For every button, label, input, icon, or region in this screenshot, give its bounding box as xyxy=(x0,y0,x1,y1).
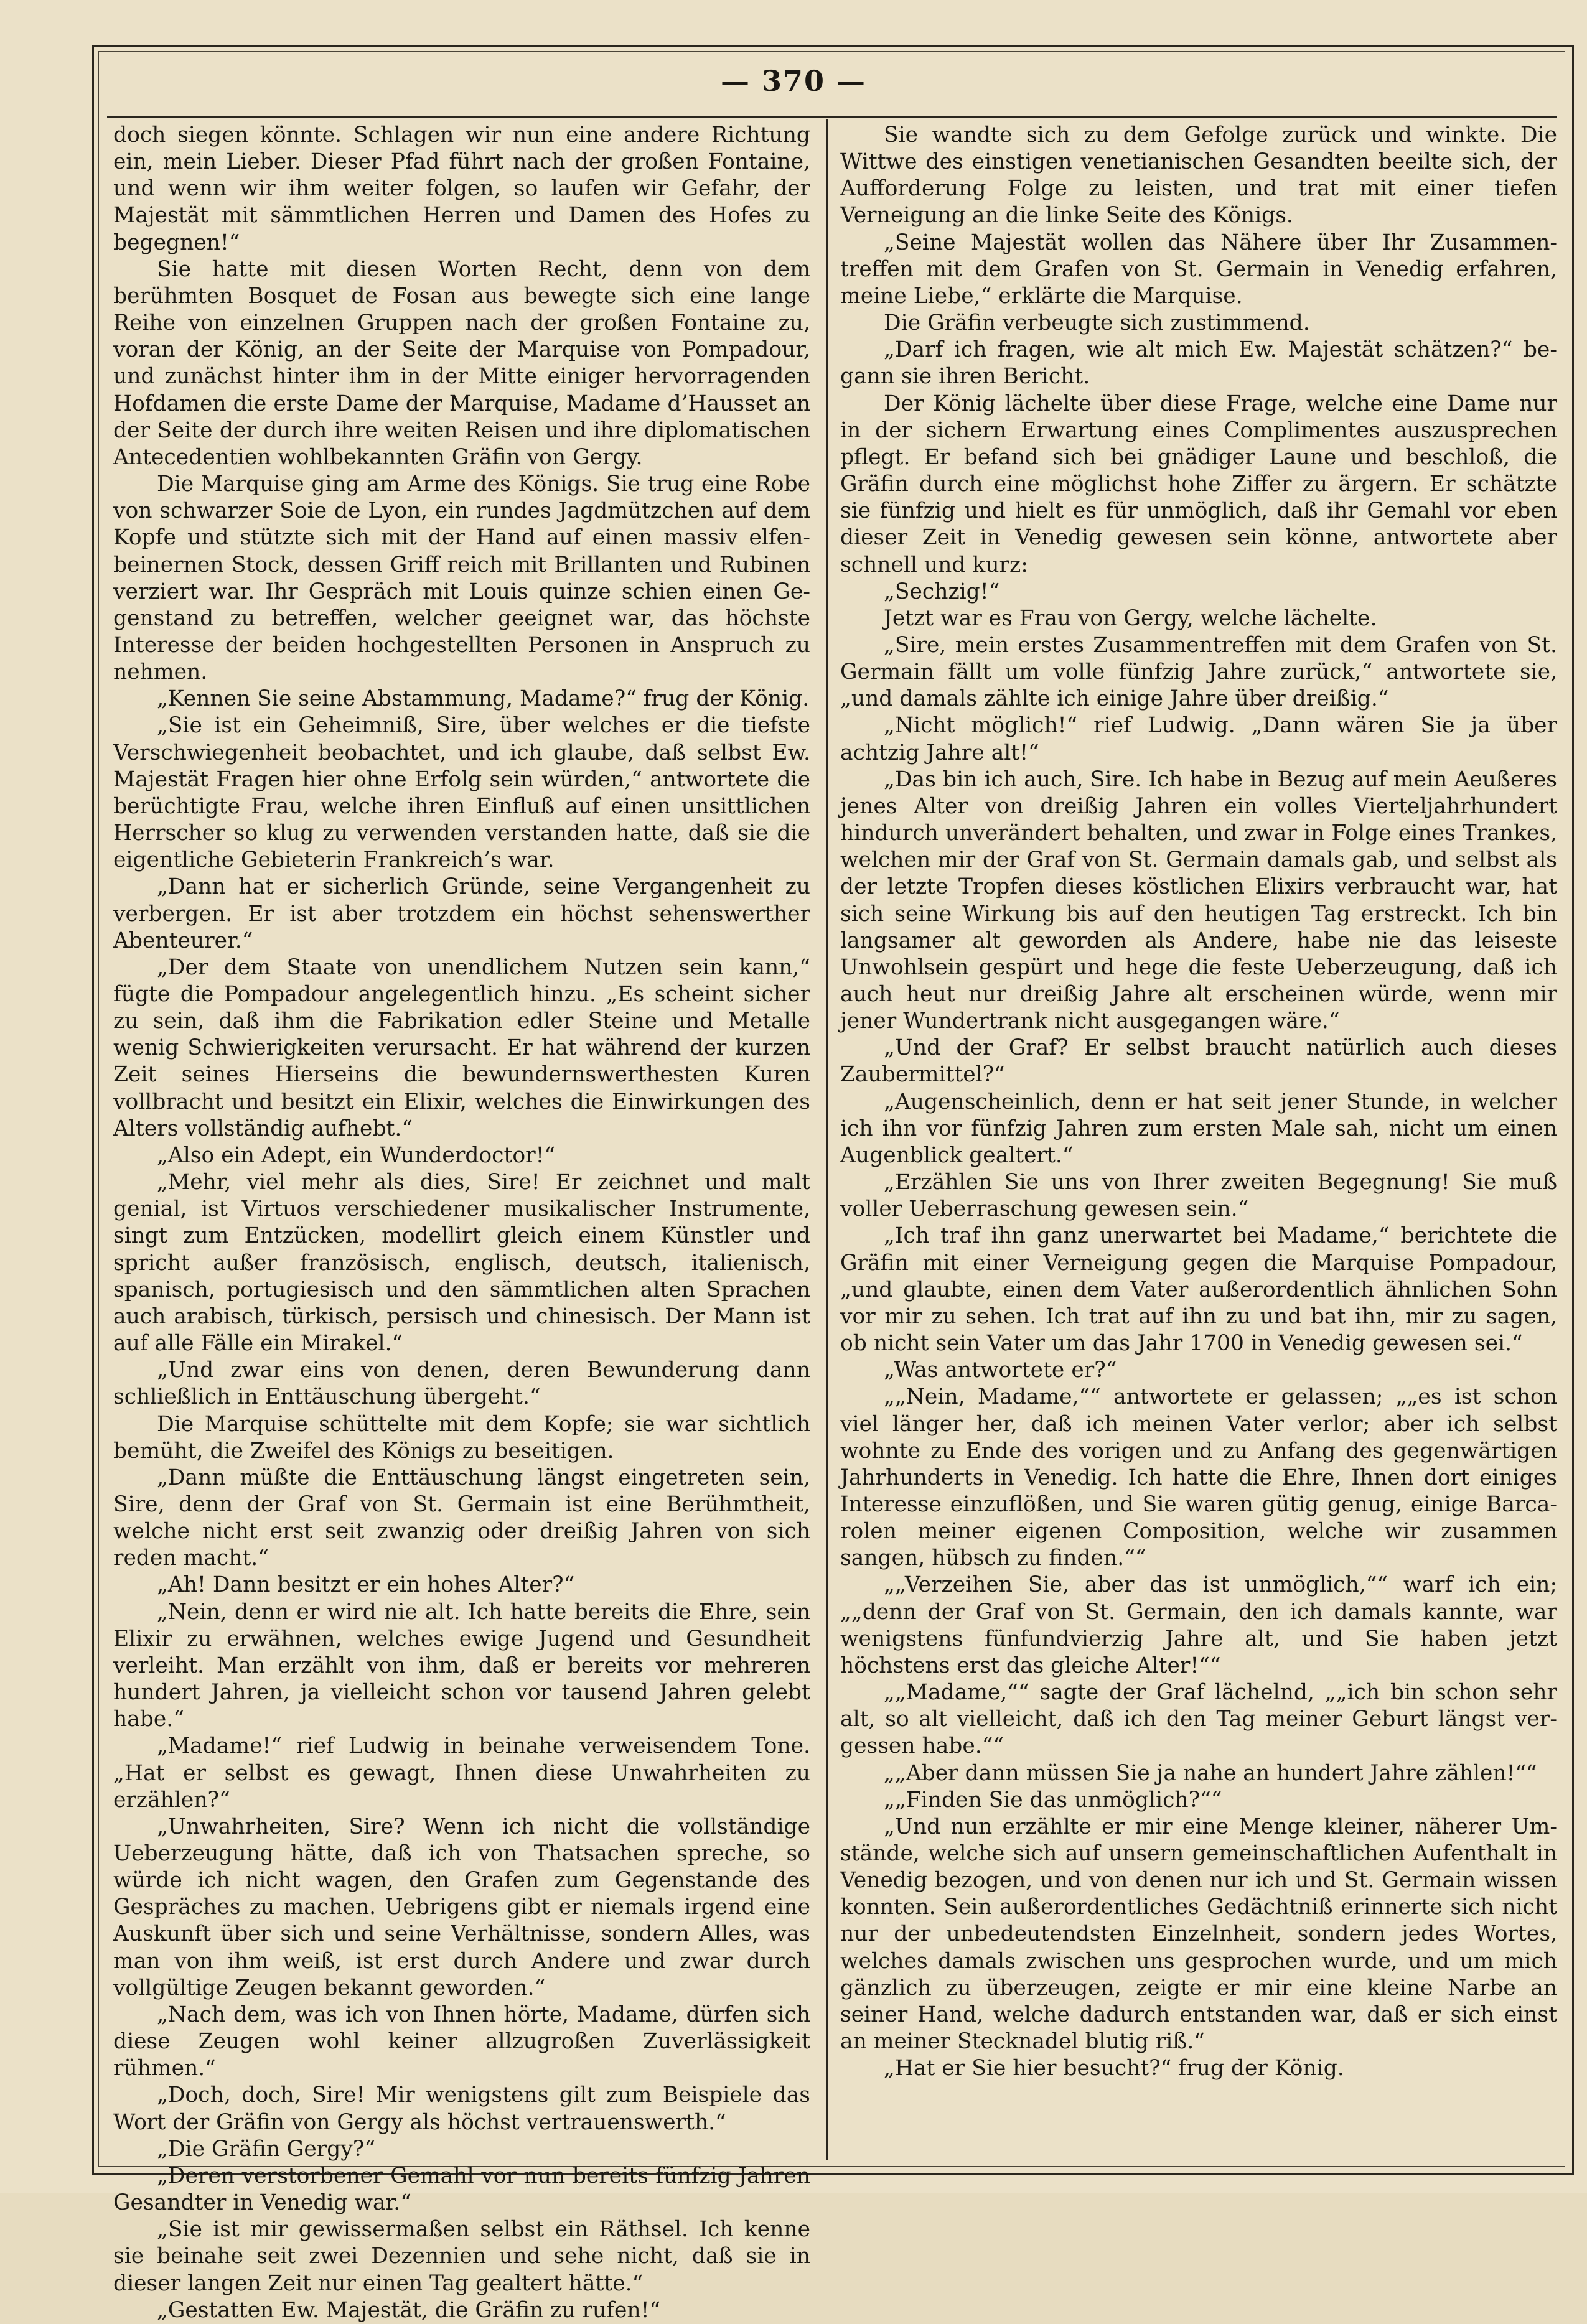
paragraph: „Also ein Adept, ein Wunderdoctor!“ xyxy=(157,1142,556,1168)
paragraph: „Doch, doch, Sire! Mir wenigstens gilt zum Beispiele das Wort der Gräfin von Gergy als höchst vertrauenswerth.“ xyxy=(113,2083,810,2135)
paragraph: „Der dem Staate von unendlichem Nutzen sein kann,“ fügte die Pompadour angelegentlich hinzu. „Es scheint sicher zu sein, daß ihm die Fabrikation edler Steine und Metalle wenig Schwierigkeiten verursacht. Er hat während der kurzen Zeit seines Hierseins die bewundernswerthesten Kuren vollbracht und besitzt ein Elixir, welches die Einwirkungen des Alters vollständig aufhebt.“ xyxy=(113,954,810,1141)
paragraph: „Nein, denn er wird nie alt. Ich hatte bereits die Ehre, sein Elixir zu erwähnen, welches ewige Jugend und Gesundheit verleiht. Man erzählt von ihm, daß er bereits vor mehreren hundert Jahren, ja vielleicht schon vor tausend Jahren gelebt habe.“ xyxy=(113,1599,810,1732)
paragraph: „Und der Graf? Er selbst braucht natürlich auch dieses Zaubermittel?“ xyxy=(840,1035,1557,1088)
paragraph: Der König lächelte über diese Frage, welche eine Dame nur in der sichern Erwartung eines Complimentes auszusprechen pflegt. Er befand sich bei gnädiger Laune und beschloß, die Gräfin durch eine möglichst hohe Ziffer zu ärgern. Er schätzte sie fünfzig und hielt es für unmöglich, daß ihr Gemahl vor eben dieser Zeit in Venedig gewesen sein könne, antwortete aber schnell und kurz: xyxy=(840,391,1557,577)
paragraph: Sie hatte mit diesen Worten Recht, denn von dem berühmten Bosquet de Fosan aus bewegte sich eine lange Reihe von einzelnen Gruppen nach der großen Fontaine zu, voran der König, an der Seite der Marquise von Pompadour, und zunächst hinter ihm in der Mitte einiger hervorragenden Hofdamen die erste Dame der Marquise, Madame d’Hausset an der Seite der durch ihre weiten Reisen und ihre diplomatischen Antecedentien wohlbekannten Gräfin von Gergy. xyxy=(113,256,810,470)
paragraph: „Sechzig!“ xyxy=(884,579,1000,604)
paragraph: „Erzählen Sie uns von Ihrer zweiten Begegnung! Sie muß voller Ueberraschung gewesen sein.“ xyxy=(840,1170,1557,1222)
paragraph: „Sire, mein erstes Zusammentreffen mit dem Grafen von St. Germain fällt um volle fünfzig Jahre zurück,“ antwortete sie, „und damals zählte ich einige Jahre über dreißig.“ xyxy=(840,632,1557,712)
paragraph: „Die Gräfin Gergy?“ xyxy=(157,2136,375,2162)
paragraph: „„Verzeihen Sie, aber das ist unmöglich,““ warf ich ein; „„denn der Graf von St. Germain, den ich damals kannte, war wenigstens fünfundvierzig Jahre alt, und Sie haben jetzt höchstens erst das gleiche Alter!““ xyxy=(840,1572,1557,1678)
paragraph: „Unwahrheiten, Sire? Wenn ich nicht die vollständige Ueberzeugung hätte, daß ich von Thatsachen spreche, so würde ich nicht wagen, den Grafen zum Gegenstande des Gespräches zu machen. Uebrigens gibt er niemals irgend eine Auskunft über sich und seine Verhältnisse, sondern Alles, was man von ihm weiß, ist erst durch Andere und zwar durch vollgültige Zeugen bekannt geworden.“ xyxy=(113,1814,810,2000)
paragraph: „Hat er Sie hier besucht?“ frug der König. xyxy=(884,2056,1344,2081)
left-column xyxy=(113,122,810,2323)
paragraph: „„Nein, Madame,““ antwortete er gelassen; „„es ist schon viel länger her, daß ich meinen Vater verlor; aber ich selbst wohnte zu Ende des vorigen und zu Anfang des gegenwärtigen Jahrhunderts in Venedig. Ich hatte die Ehre, Ihnen dort einiges Interesse einzuflößen, und Sie waren gütig genug, einige Barcarolen meiner eigenen Composition, welche wir zusammen sangen, hübsch zu finden.““ xyxy=(840,1384,1557,1571)
paragraph: „Das bin ich auch, Sire. Ich habe in Bezug auf mein Aeußeres jenes Alter von dreißig Jahren ein volles Vierteljahrhundert hindurch unverändert behalten, und zwar in Folge eines Trankes, welchen mir der Graf von St. Germain damals gab, und selbst als der letzte Tropfen dieses köstlichen Elixirs verbraucht war, hat sich seine Wirkung bis auf den heutigen Tag erstreckt. Ich bin langsamer alt geworden als Andere, habe nie das leiseste Unwohlsein gespürt und hege die feste Ueberzeugung, daß ich auch heut nur dreißig Jahre alt erscheinen würde, wenn mir jener Wundertrank nicht ausgegangen wäre.“ xyxy=(840,767,1557,1034)
paragraph: „Was antwortete er?“ xyxy=(884,1358,1117,1383)
paragraph: „Sie ist ein Geheimniß, Sire, über welches er die tiefste Verschwiegenheit beobachtet, und ich glaube, daß selbst Ew. Majestät Fragen hier ohne Erfolg sein würden,“ antwortete die berüchtigte Frau, welche ihren Einfluß auf einen unsittlichen Herrscher so klug zu verwenden verstanden hatte, daß sie die eigentliche Gebieterin Frankreich’s war. xyxy=(113,713,810,873)
paragraph: „Seine Majestät wollen das Nähere über Ihr Zusammentreffen mit dem Grafen von St. Germain in Venedig erfahren, meine Liebe,“ erklärte die Marquise. xyxy=(840,230,1557,309)
column-divider xyxy=(826,119,828,2160)
paragraph: Sie wandte sich zu dem Gefolge zurück und winkte. Die Wittwe des einstigen venetianischen Gesandten beeilte sich, der Aufforderung Folge zu leisten, und trat mit einer tiefen Verneigung an die linke Seite des Königs. xyxy=(840,123,1557,228)
paragraph: „Sie ist mir gewissermaßen selbst ein Räthsel. Ich kenne sie beinahe seit zwei Dezennien und sehe nicht, daß sie in dieser langen Zeit nur einen Tag gealtert hätte.“ xyxy=(113,2217,810,2296)
paragraph: Die Gräfin verbeugte sich zustimmend. xyxy=(884,310,1310,336)
header-rule xyxy=(107,116,1557,118)
paragraph: „Und nun erzählte er mir eine Menge kleiner, näherer Umstände, welche sich auf unsern gemeinschaftlichen Aufenthalt in Venedig bezogen, und von denen nur ich und St. Germain wissen konnten. Sein außerordentliches Gedächtniß erinnerte sich nicht nur der unbedeutendsten Einzelnheit, sondern jedes Wortes, welches damals zwischen uns gesprochen wurde, und um mich gänzlich zu überzeugen, zeigte er mir eine kleine Narbe an seiner Hand, welche dadurch entstanden war, daß er sich einst an meiner Stecknadel blutig riß.“ xyxy=(840,1814,1557,2055)
paragraph: „Gestatten Ew. Majestät, die Gräfin zu rufen!“ xyxy=(157,2297,661,2323)
paragraph: „Augenscheinlich, denn er hat seit jener Stunde, in welcher ich ihn vor fünfzig Jahren zum ersten Male sah, nicht um einen Augenblick gealtert.“ xyxy=(840,1089,1557,1168)
paragraph: Jetzt war es Frau von Gergy, welche lächelte. xyxy=(884,605,1377,631)
paragraph: doch siegen könnte. Schlagen wir nun eine andere Richtung ein, mein Lieber. Dieser Pfad führt nach der großen Fontaine, und wenn wir ihm weiter folgen, so laufen wir Gefahr, der Majestät mit sämmtlichen Herren und Damen des Hofes zu begegnen!“ xyxy=(113,123,810,255)
page-number: — 370 — xyxy=(720,64,867,98)
paragraph: „„Aber dann müssen Sie ja nahe an hundert Jahre zählen!““ xyxy=(884,1760,1537,1786)
paragraph: „„Madame,““ sagte der Graf lächelnd, „„ich bin schon sehr alt, so alt vielleicht, daß ich den Tag meiner Geburt längst vergessen habe.““ xyxy=(840,1680,1557,1759)
paragraph: „Darf ich fragen, wie alt mich Ew. Majestät schätzen?“ begann sie ihren Bericht. xyxy=(840,337,1557,390)
paragraph: „Und zwar eins von denen, deren Bewunderung dann schließlich in Enttäuschung übergeht.“ xyxy=(113,1358,810,1410)
paragraph: „„Finden Sie das unmöglich?““ xyxy=(884,1787,1222,1813)
paragraph: „Nicht möglich!“ rief Ludwig. „Dann wären Sie ja über achtzig Jahre alt!“ xyxy=(840,713,1557,765)
right-column xyxy=(840,122,1557,2163)
paragraph: „Dann hat er sicherlich Gründe, seine Vergangenheit zu verbergen. Er ist aber trotzdem ein höchst sehenswerther Abenteurer.“ xyxy=(113,874,810,953)
paragraph: Die Marquise ging am Arme des Königs. Sie trug eine Robe von schwarzer Soie de Lyon, ein rundes Jagdmützchen auf dem Kopfe und stützte sich mit der Hand auf einen massiv elfenbeinernen Stock, dessen Griff reich mit Brillanten und Rubinen verziert war. Ihr Gespräch mit Louis quinze schien einen Gegenstand zu betreffen, welcher geeignet war, das höchste Interesse der beiden hochgestellten Personen in Anspruch zu nehmen. xyxy=(113,472,810,685)
paragraph: „Ich traf ihn ganz unerwartet bei Madame,“ berichtete die Gräfin mit einer Verneigung gegen die Marquise Pompadour, „und glaubte, einen dem Vater außerordentlich ähnlichen Sohn vor mir zu sehen. Ich trat auf ihn zu und bat ihn, mir zu sagen, ob nicht sein Vater um das Jahr 1700 in Venedig gewesen sei.“ xyxy=(840,1223,1557,1356)
paragraph: „Nach dem, was ich von Ihnen hörte, Madame, dürfen sich diese Zeugen wohl keiner allzugroßen Zuverlässigkeit rühmen.“ xyxy=(113,2002,810,2081)
paragraph: „Kennen Sie seine Abstammung, Madame?“ frug der König. xyxy=(157,686,810,712)
paragraph: „Mehr, viel mehr als dies, Sire! Er zeichnet und malt genial, ist Virtuos verschiedener musikalischer Instrumente, singt zum Entzücken, modellirt gleich einem Künstler und spricht außer französisch, englisch, deutsch, italienisch, spanisch, portugiesisch und den sämmtlichen alten Sprachen auch arabisch, türkisch, persisch und chinesisch. Der Mann ist auf alle Fälle ein Mirakel.“ xyxy=(113,1170,810,1356)
paragraph: „Dann müßte die Enttäuschung längst eingetreten sein, Sire, denn der Graf von St. Germain ist eine Berühmtheit, welche nicht erst seit zwanzig oder dreißig Jahren von sich reden macht.“ xyxy=(113,1465,810,1571)
paragraph: „Ah! Dann besitzt er ein hohes Alter?“ xyxy=(157,1572,575,1598)
paragraph: Die Marquise schüttelte mit dem Kopfe; sie war sichtlich bemüht, die Zweifel des Königs zu beseitigen. xyxy=(113,1411,810,1463)
paragraph: „Deren verstorbener Gemahl vor nun bereits fünfzig Jahren Gesandter in Venedig war.“ xyxy=(113,2163,810,2216)
paragraph: „Madame!“ rief Ludwig in beinahe verweisendem Tone. „Hat er selbst es gewagt, Ihnen diese Unwahrheiten zu erzählen?“ xyxy=(113,1734,810,1813)
